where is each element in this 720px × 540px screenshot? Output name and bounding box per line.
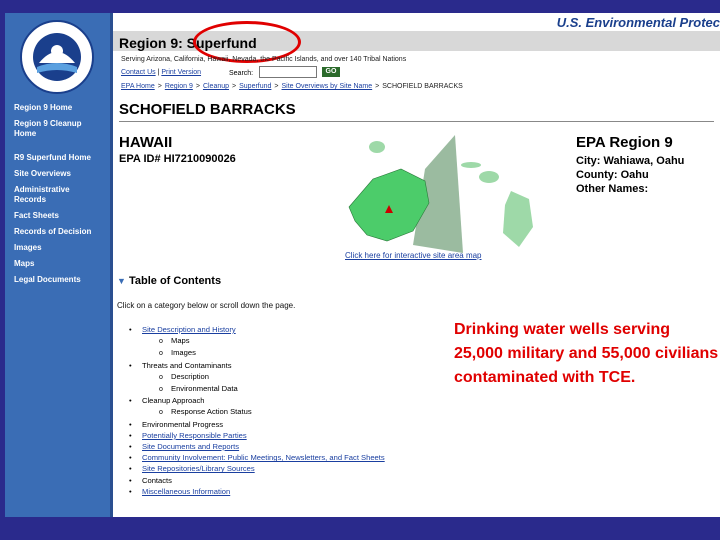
util-separator: | xyxy=(157,69,162,76)
agency-banner: U.S. Environmental Protec xyxy=(556,15,720,30)
toc-link[interactable]: Threats and Contaminants xyxy=(142,360,232,370)
site-other-names: Other Names: xyxy=(576,183,649,195)
bullet-icon: • xyxy=(129,453,132,463)
breadcrumb-item: SCHOFIELD BARRACKS xyxy=(382,83,463,90)
contact-us-link[interactable]: Contact Us xyxy=(121,69,156,76)
epa-seal-icon xyxy=(19,19,95,95)
bullet-icon: • xyxy=(129,430,132,440)
toc-link[interactable]: Contacts xyxy=(142,475,172,485)
toc-item xyxy=(129,419,385,430)
bullet-icon: • xyxy=(129,325,132,334)
sidebar-item[interactable]: Images xyxy=(14,243,42,252)
breadcrumb xyxy=(121,83,463,90)
toc-subitem xyxy=(129,406,385,418)
serving-text: Serving Arizona, California, Hawaii, Nevada, the Pacific Islands, and over 140 Tribal Nations xyxy=(121,56,407,63)
bullet-icon: • xyxy=(129,360,132,370)
sidebar-item[interactable]: Administrative Records xyxy=(14,185,70,204)
toc-link[interactable]: Miscellaneous Information xyxy=(142,486,231,496)
toc-list xyxy=(129,324,385,497)
toc-title: Table of Contents xyxy=(128,275,222,287)
sidebar-item[interactable]: Legal Documents xyxy=(14,275,81,284)
toc-sublink[interactable]: Images xyxy=(171,348,196,358)
bullet-icon: • xyxy=(129,486,132,496)
breadcrumb-separator: > xyxy=(157,83,162,90)
go-button[interactable]: GO xyxy=(322,67,340,77)
search-label: Search: xyxy=(229,70,254,77)
site-state: HAWAII xyxy=(119,134,173,151)
sidebar-item[interactable]: Fact Sheets xyxy=(14,211,59,220)
breadcrumb-separator: > xyxy=(195,83,200,90)
print-version-link[interactable]: Print Version xyxy=(161,69,202,76)
toc-sublink[interactable]: Maps xyxy=(171,336,190,346)
search-input[interactable] xyxy=(259,66,317,78)
toc-item xyxy=(129,441,385,452)
toc-item xyxy=(129,360,385,371)
bullet-icon: • xyxy=(129,442,132,452)
sidebar-menu xyxy=(14,103,110,291)
toc-item xyxy=(129,324,385,335)
sidebar-item[interactable]: Records of Decision xyxy=(14,227,92,236)
island-hawaii xyxy=(503,191,533,247)
breadcrumb-separator: > xyxy=(232,83,237,90)
breadcrumb-item[interactable]: EPA Home xyxy=(121,83,155,90)
nav-gap xyxy=(14,145,110,153)
toc-subitem xyxy=(129,335,385,347)
breadcrumb-item[interactable]: Region 9 xyxy=(164,83,193,90)
island-kauai xyxy=(369,141,385,153)
bullet-icon: • xyxy=(129,475,132,485)
circle-bullet-icon: o xyxy=(159,386,163,394)
circle-bullet-icon: o xyxy=(159,373,163,381)
toc-link[interactable]: Site Documents and Reports xyxy=(142,442,240,452)
site-county: County: Oahu xyxy=(576,169,649,181)
toc-subitem xyxy=(129,383,385,395)
breadcrumb-item[interactable]: Superfund xyxy=(239,83,272,90)
bullet-icon: • xyxy=(129,396,132,406)
callout-text: Drinking water wells serving 25,000 military and 55,000 civilians contaminated with TCE. xyxy=(454,321,719,386)
circle-bullet-icon: o xyxy=(159,338,163,346)
island-molokai xyxy=(461,162,481,168)
title-divider xyxy=(119,121,714,122)
toc-item xyxy=(129,486,385,497)
toc-link[interactable]: Site Repositories/Library Sources xyxy=(142,464,255,474)
region-title: Region 9: Superfund xyxy=(119,35,257,51)
toc-item xyxy=(129,395,385,406)
bullet-icon: • xyxy=(129,464,132,474)
breadcrumb-item[interactable]: Cleanup xyxy=(202,83,230,90)
toc-link[interactable]: Potentially Responsible Parties xyxy=(142,430,247,440)
toc-item xyxy=(129,463,385,474)
circle-bullet-icon: o xyxy=(159,350,163,358)
toc-link[interactable]: Environmental Progress xyxy=(142,419,224,429)
browser-page xyxy=(5,13,720,517)
bullet-icon: • xyxy=(129,419,132,429)
toc-heading[interactable] xyxy=(117,275,221,287)
utility-links xyxy=(121,69,201,76)
epa-id: EPA ID# HI7210090026 xyxy=(119,153,236,165)
toc-sublink[interactable]: Response Action Status xyxy=(171,407,252,417)
toc-item xyxy=(129,452,385,463)
breadcrumb-separator: > xyxy=(274,83,279,90)
toc-link[interactable]: Site Description and History xyxy=(142,325,236,334)
toc-instructions: Click on a category below or scroll down the page. xyxy=(117,301,296,310)
toc-subitem xyxy=(129,347,385,359)
toc-subitem xyxy=(129,371,385,383)
epa-region: EPA Region 9 xyxy=(576,134,673,151)
toc-link[interactable]: Cleanup Approach xyxy=(142,396,205,406)
main-content xyxy=(110,13,720,517)
toc-item xyxy=(129,430,385,441)
island-maui xyxy=(479,171,499,183)
circle-bullet-icon: o xyxy=(159,409,163,417)
sidebar-item[interactable]: Site Overviews xyxy=(14,169,71,178)
breadcrumb-separator: > xyxy=(375,83,380,90)
toc-item xyxy=(129,475,385,486)
caret-down-icon[interactable]: ▼ xyxy=(117,276,126,286)
toc-sublink[interactable]: Description xyxy=(171,371,209,381)
sidebar-item[interactable]: R9 Superfund Home xyxy=(14,153,91,162)
interactive-map-link[interactable]: Click here for interactive site area map xyxy=(345,251,482,260)
left-nav xyxy=(5,13,110,517)
hawaii-map[interactable] xyxy=(343,129,543,259)
toc-sublink[interactable]: Environmental Data xyxy=(171,384,238,394)
sidebar-item[interactable]: Region 9 Cleanup Home xyxy=(14,119,82,138)
sidebar-item[interactable]: Region 9 Home xyxy=(14,103,73,112)
site-city: City: Wahiawa, Oahu xyxy=(576,155,685,167)
breadcrumb-item[interactable]: Site Overviews by Site Name xyxy=(281,83,373,90)
page-title: SCHOFIELD BARRACKS xyxy=(119,101,296,118)
sidebar-item[interactable]: Maps xyxy=(14,259,35,268)
toc-link[interactable]: Community Involvement: Public Meetings, Newsletters, and Fact Sheets xyxy=(142,453,385,463)
